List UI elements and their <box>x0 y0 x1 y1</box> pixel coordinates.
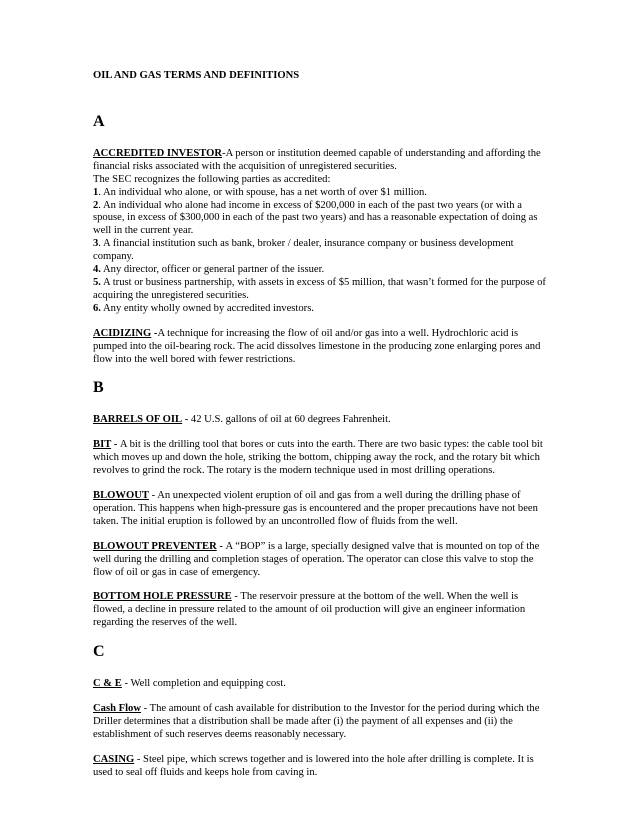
entry-acidizing <box>93 328 548 367</box>
term-separator: - <box>134 753 144 765</box>
list-item <box>93 187 548 200</box>
section-letter-c: C <box>93 643 105 661</box>
term-definition: A “BOP” is a large, specially designed valve that is mounted on top of the well during the drilling and completion stages of operation. The operator can close this valve to stop the flow of oil or gas in case of emergency. <box>93 540 540 578</box>
list-item <box>93 264 548 277</box>
document-page <box>93 70 548 792</box>
list-number: 4. <box>93 264 101 276</box>
entry-barrels-of-oil <box>93 414 548 427</box>
term-heading: BOTTOM HOLE PRESSURE <box>93 591 232 603</box>
term-definition: A bit is the drilling tool that bores or cuts into the earth. There are two basic types: the cable tool bit which moves up and down the hole, striking the bottom, chipping away the rock, and the rotary bit which revolves to grind the rock. The rotary is the modern technique used in most drilling operations. <box>93 439 543 477</box>
term-heading: BIT <box>93 439 112 451</box>
term-heading: ACIDIZING <box>93 327 152 339</box>
entry-blowout-preventer <box>93 541 548 580</box>
list-text: A trust or business partnership, with assets in excess of $5 million, that wasn’t formed for the purpose of acquiring the unregistered securities. <box>93 276 546 301</box>
list-number: 2 <box>93 199 99 211</box>
term-separator: - <box>222 147 226 159</box>
term-separator: - <box>140 703 150 715</box>
entry-bottom-hole-pressure <box>93 591 548 630</box>
term-heading: Cash Flow <box>93 703 141 715</box>
list-number: 3 <box>93 238 99 250</box>
entry-blowout <box>93 490 548 529</box>
list-number: 6. <box>93 302 101 314</box>
entry-accredited-investor <box>93 148 548 316</box>
term-separator: - <box>111 439 120 451</box>
term-heading: BLOWOUT PREVENTER <box>93 540 217 552</box>
list-item <box>93 303 548 316</box>
document-title: OIL AND GAS TERMS AND DEFINITIONS <box>93 70 300 81</box>
term-separator: - <box>148 490 158 502</box>
term-definition: The amount of cash available for distribution to the Investor for the period during which the Driller determines that a distribution shall be made after (i) the payment of all expenses and (ii) the establishment of such reserves deems reasonably necessary. <box>93 703 540 740</box>
term-definition: The reservoir pressure at the bottom of the well. When the well is flowed, a decline in pressure related to the amount of oil production will give an engineer information regarding the reserves of the well. <box>93 591 526 629</box>
entry-cash-flow <box>93 703 548 742</box>
list-item <box>93 238 548 264</box>
term-separator: - <box>231 591 241 603</box>
term-heading: ACCREDITED INVESTOR <box>93 147 223 159</box>
list-text: . An individual who alone had income in excess of $200,000 in each of the past two years (or with a spouse, in excess of $300,000 in each of the past two years) and has a reasonable expectation of doing as well in the current year. <box>93 199 538 237</box>
list-text: . A financial institution such as bank, broker / dealer, insurance company or business development company. <box>93 238 514 263</box>
term-intro: The SEC recognizes the following parties as accredited: <box>93 173 331 185</box>
term-definition: Steel pipe, which screws together and is lowered into the hole after drilling is complete. It is used to seal off fluids and keeps hole from caving in. <box>93 753 534 778</box>
term-separator: - <box>151 327 158 339</box>
list-text: Any director, officer or general partner of the issuer. <box>100 264 325 276</box>
term-heading: CASING <box>93 753 135 765</box>
term-definition: A person or institution deemed capable of understanding and affording the financial risks associated with the acquisition of unregistered securities. <box>93 147 541 172</box>
term-definition: A technique for increasing the flow of oil and/or gas into a well. Hydrochloric acid is pumped into the oil-bearing rock. The acid dissolves limestone in the producing zone enlarging pores and flow into the well bored with fewer restrictions. <box>93 327 541 365</box>
term-heading: BLOWOUT <box>93 490 149 502</box>
section-letter-a: A <box>93 112 105 130</box>
term-definition: 42 U.S. gallons of oil at 60 degrees Fahrenheit. <box>190 414 391 426</box>
term-separator: - <box>216 540 226 552</box>
list-number: 5. <box>93 276 101 288</box>
entry-c-and-e <box>93 678 548 691</box>
term-heading: C & E <box>93 678 122 690</box>
list-text: Any entity wholly owned by accredited investors. <box>100 302 314 314</box>
term-definition: Well completion and equipping cost. <box>130 678 286 690</box>
list-item <box>93 200 548 239</box>
entry-casing <box>93 754 548 780</box>
list-item <box>93 277 548 303</box>
term-separator: - <box>121 678 131 690</box>
term-heading: BARRELS OF OIL <box>93 414 183 426</box>
term-definition: An unexpected violent eruption of oil and gas from a well during the drilling phase of operation. This happens when high-pressure gas is encountered and the proper precautions have not been taken. The initial eruption is followed by an uncontrolled flow of fluids from the well. <box>93 490 538 527</box>
term-separator: - <box>182 414 191 426</box>
entry-bit <box>93 439 548 478</box>
list-text: . An individual who alone, or with spouse, has a net worth of over $1 million. <box>98 186 427 198</box>
list-number: 1 <box>93 186 99 198</box>
section-letter-b: B <box>93 379 104 397</box>
